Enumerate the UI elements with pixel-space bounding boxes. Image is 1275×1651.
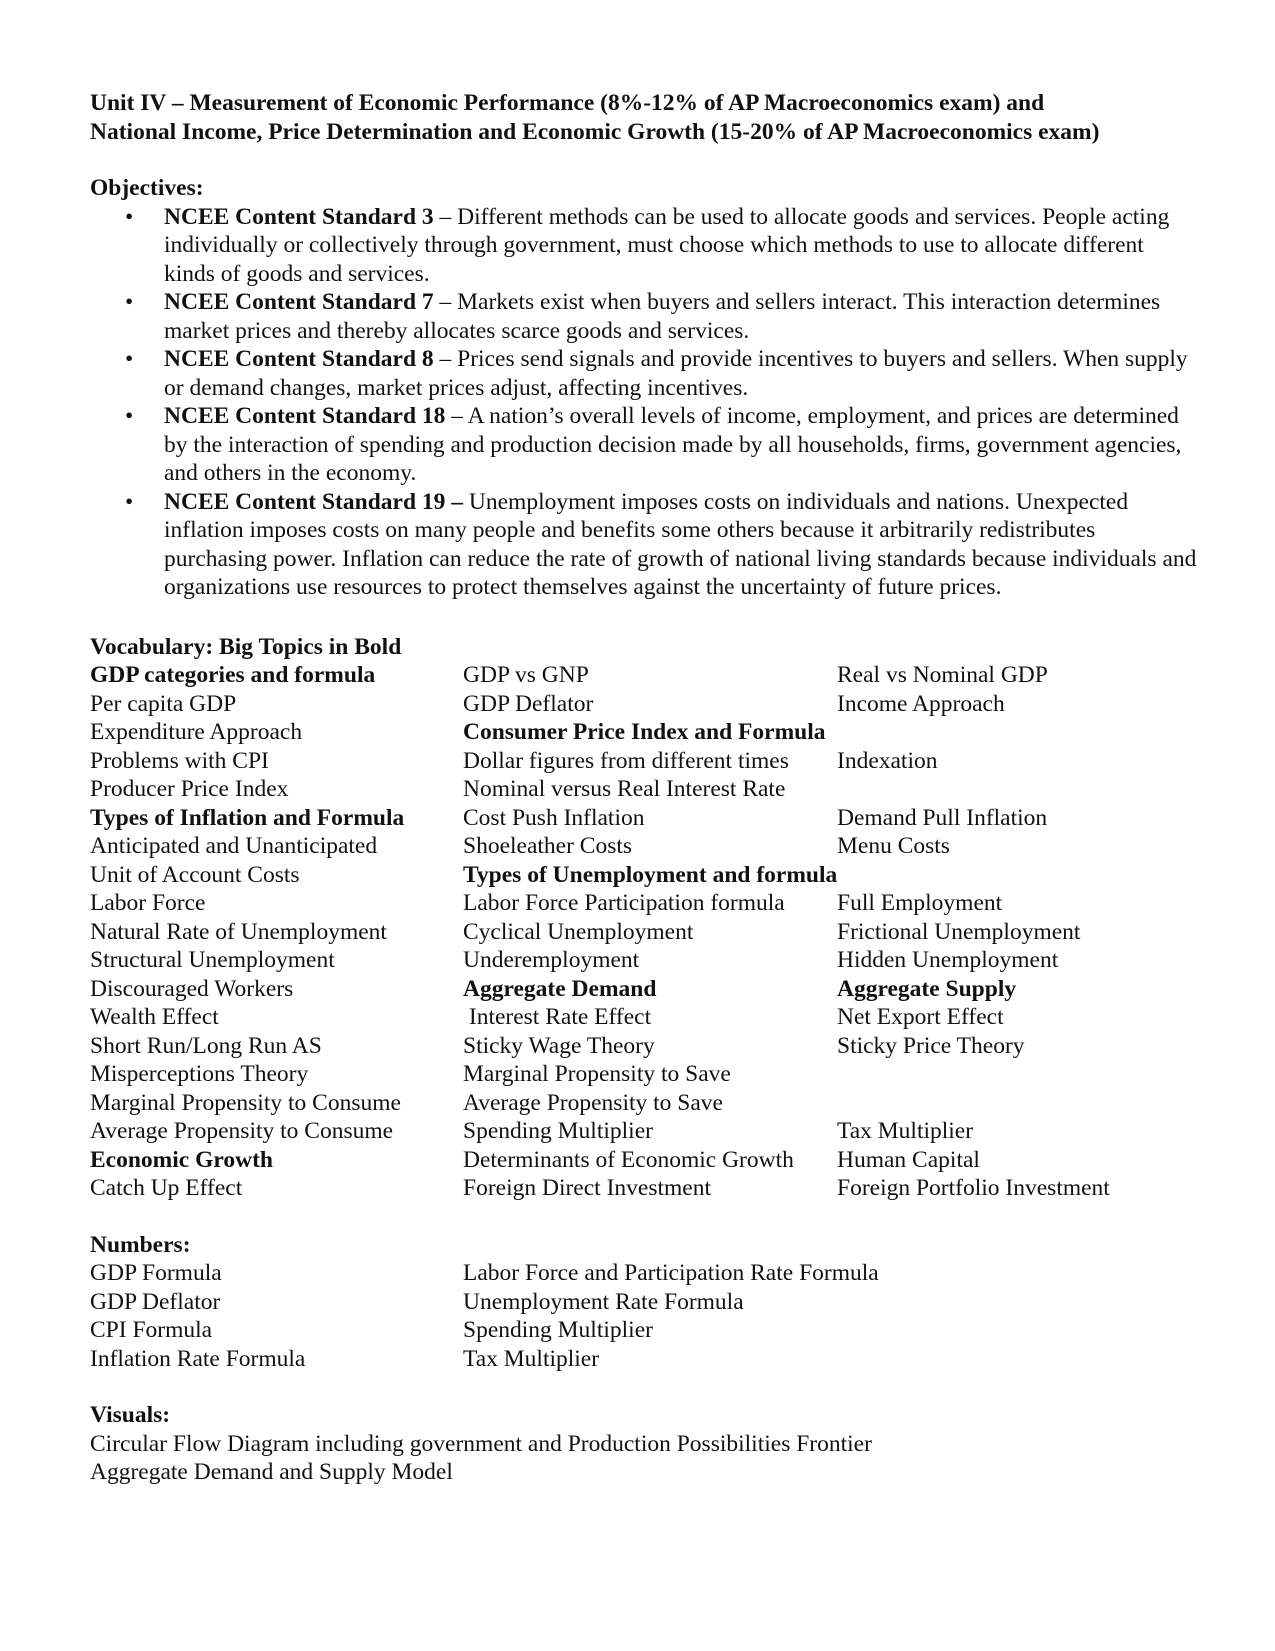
vocabulary-term: Full Employment xyxy=(837,890,1003,916)
numbers-item: CPI Formula xyxy=(90,1317,213,1343)
vocabulary-term: Economic Growth xyxy=(90,1146,273,1173)
objective-separator: – xyxy=(433,203,458,230)
title-line-1: Unit IV – Measurement of Economic Performance (8%-12% of AP Macroeconomics exam) and xyxy=(90,90,1045,116)
numbers-item: GDP Formula xyxy=(90,1260,222,1286)
visual-item: Circular Flow Diagram including government and Production Possibilities Frontier xyxy=(90,1430,872,1457)
vocabulary-term xyxy=(837,775,1200,804)
vocabulary-term: Marginal Propensity to Consume xyxy=(90,1089,401,1116)
vocabulary-term: Anticipated and Unanticipated xyxy=(90,833,378,859)
vocabulary-term: Real vs Nominal GDP xyxy=(837,662,1048,688)
objective-item xyxy=(90,203,1200,289)
visual-item: Aggregate Demand and Supply Model xyxy=(90,1459,453,1485)
vocabulary-term: Producer Price Index xyxy=(90,776,289,802)
vocabulary-term: Labor Force xyxy=(90,890,206,916)
objective-text: Unemployment imposes costs on individuals and nations. Unexpected inflation imposes costs on many people and benefits some others because it arbitrarily redistributes purchasing power. Inflation can reduce the rate of growth of national living standards because individuals and organizations use resources to protect themselves against the uncertainty of future prices. xyxy=(164,488,1197,600)
objective-item xyxy=(90,402,1200,488)
vocabulary-term: Catch Up Effect xyxy=(90,1175,243,1201)
bullet-icon: • xyxy=(125,203,134,230)
numbers-item: GDP Deflator xyxy=(90,1288,221,1315)
vocabulary-term: Dollar figures from different times xyxy=(463,747,789,774)
vocabulary-term: Types of Inflation and Formula xyxy=(90,804,405,831)
vocabulary-term: Menu Costs xyxy=(837,833,950,859)
vocabulary-term: Income Approach xyxy=(837,690,1005,717)
vocabulary-term: Types of Unemployment and formula xyxy=(463,861,838,888)
vocabulary-term: Cyclical Unemployment xyxy=(463,918,694,945)
objective-separator: – xyxy=(433,289,458,315)
vocabulary-term: Per capita GDP xyxy=(90,690,237,717)
objective-item xyxy=(90,345,1200,402)
objective-separator: – xyxy=(445,403,468,429)
vocabulary-term: Unit of Account Costs xyxy=(90,861,300,888)
objective-label: NCEE Content Standard 18 xyxy=(164,403,446,429)
vocabulary-term: Labor Force Participation formula xyxy=(463,890,785,916)
vocabulary-term: Marginal Propensity to Save xyxy=(463,1061,731,1087)
objective-text: Markets exist when buyers and sellers interact. This interaction determines market prices and thereby allocates scarce goods and services. xyxy=(164,289,1161,344)
objective-text: Prices send signals and provide incentives to buyers and sellers. When supply or demand changes, market prices adjust, affecting incentives. xyxy=(164,346,1188,401)
vocabulary-term: Interest Rate Effect xyxy=(463,1004,652,1030)
bullet-icon: • xyxy=(125,346,134,372)
vocabulary-term: Hidden Unemployment xyxy=(837,947,1059,973)
vocabulary-grid xyxy=(90,661,1200,1203)
vocabulary-term: Sticky Wage Theory xyxy=(463,1032,655,1059)
visuals-heading: Visuals: xyxy=(90,1402,171,1428)
objective-text: Different methods can be used to allocate goods and services. People acting individually or collectively through government, must choose which methods to use to allocate different kinds of goods and services. xyxy=(164,203,1170,287)
document-title xyxy=(90,89,1200,146)
visuals-list xyxy=(90,1430,1200,1487)
vocabulary-term: Average Propensity to Consume xyxy=(90,1118,394,1144)
bullet-icon: • xyxy=(125,403,134,429)
vocabulary-term: Discouraged Workers xyxy=(90,975,294,1002)
objective-label: NCEE Content Standard 8 xyxy=(164,346,434,372)
vocabulary-term: Determinants of Economic Growth xyxy=(463,1146,794,1173)
vocabulary-term: Human Capital xyxy=(837,1146,980,1173)
vocabulary-term: Net Export Effect xyxy=(837,1004,1004,1030)
objective-separator: – xyxy=(433,346,458,372)
bullet-icon: • xyxy=(125,488,134,515)
vocabulary-term: Foreign Direct Investment xyxy=(463,1175,711,1201)
objective-item xyxy=(90,488,1200,602)
vocabulary-term: Sticky Price Theory xyxy=(837,1032,1025,1059)
vocabulary-term: Short Run/Long Run AS xyxy=(90,1032,322,1059)
vocabulary-term: GDP Deflator xyxy=(463,690,594,717)
vocabulary-term: Indexation xyxy=(837,747,938,774)
numbers-item: Spending Multiplier xyxy=(463,1317,653,1343)
vocabulary-term: Underemployment xyxy=(463,947,640,973)
bullet-icon: • xyxy=(125,289,134,315)
vocabulary-term: Tax Multiplier xyxy=(837,1118,974,1144)
vocabulary-term: Expenditure Approach xyxy=(90,719,303,745)
vocabulary-term: Average Propensity to Save xyxy=(463,1089,723,1116)
vocabulary-term: Problems with CPI xyxy=(90,747,269,774)
vocabulary-term: Misperceptions Theory xyxy=(90,1061,309,1087)
vocabulary-term: Structural Unemployment xyxy=(90,947,335,973)
vocabulary-term: Consumer Price Index and Formula xyxy=(463,719,826,745)
vocabulary-term: GDP categories and formula xyxy=(90,662,376,688)
vocabulary-term: GDP vs GNP xyxy=(463,662,589,688)
vocabulary-term: Wealth Effect xyxy=(90,1004,219,1030)
vocabulary-term: Natural Rate of Unemployment xyxy=(90,918,387,945)
vocabulary-term: Cost Push Inflation xyxy=(463,804,645,831)
vocabulary-term: Nominal versus Real Interest Rate xyxy=(463,776,786,802)
vocabulary-term: Aggregate Supply xyxy=(837,975,1017,1002)
objective-label: NCEE Content Standard 3 xyxy=(164,203,434,230)
vocabulary-term: Demand Pull Inflation xyxy=(837,804,1048,831)
document-page xyxy=(90,89,1200,1487)
numbers-item: Unemployment Rate Formula xyxy=(463,1288,744,1315)
objective-text: A nation’s overall levels of income, employment, and prices are determined by the interaction of spending and production decision made by all households, firms, government agencies, and others in the economy. xyxy=(164,403,1182,486)
numbers-grid xyxy=(90,1259,1200,1373)
objective-item xyxy=(90,288,1200,345)
vocabulary-term: Foreign Portfolio Investment xyxy=(837,1175,1110,1201)
vocabulary-term: Frictional Unemployment xyxy=(837,918,1081,945)
vocabulary-term: Shoeleather Costs xyxy=(463,833,633,859)
title-line-2: National Income, Price Determination and Economic Growth (15-20% of AP Macroeconomics exam) xyxy=(90,118,1100,145)
vocabulary-term xyxy=(837,1060,1200,1089)
numbers-item: Labor Force and Participation Rate Formula xyxy=(463,1260,879,1286)
objective-label: NCEE Content Standard 19 – xyxy=(164,488,464,515)
vocabulary-heading: Vocabulary: Big Topics in Bold xyxy=(90,633,402,660)
objective-label: NCEE Content Standard 7 xyxy=(164,289,434,315)
objectives-list xyxy=(90,203,1200,602)
vocabulary-term xyxy=(837,1089,1200,1118)
objectives-heading: Objectives: xyxy=(90,175,204,201)
numbers-item: Tax Multiplier xyxy=(463,1345,600,1372)
vocabulary-term: Aggregate Demand xyxy=(463,975,657,1002)
numbers-item: Inflation Rate Formula xyxy=(90,1345,306,1372)
vocabulary-term: Spending Multiplier xyxy=(463,1118,653,1144)
numbers-heading: Numbers: xyxy=(90,1231,191,1258)
